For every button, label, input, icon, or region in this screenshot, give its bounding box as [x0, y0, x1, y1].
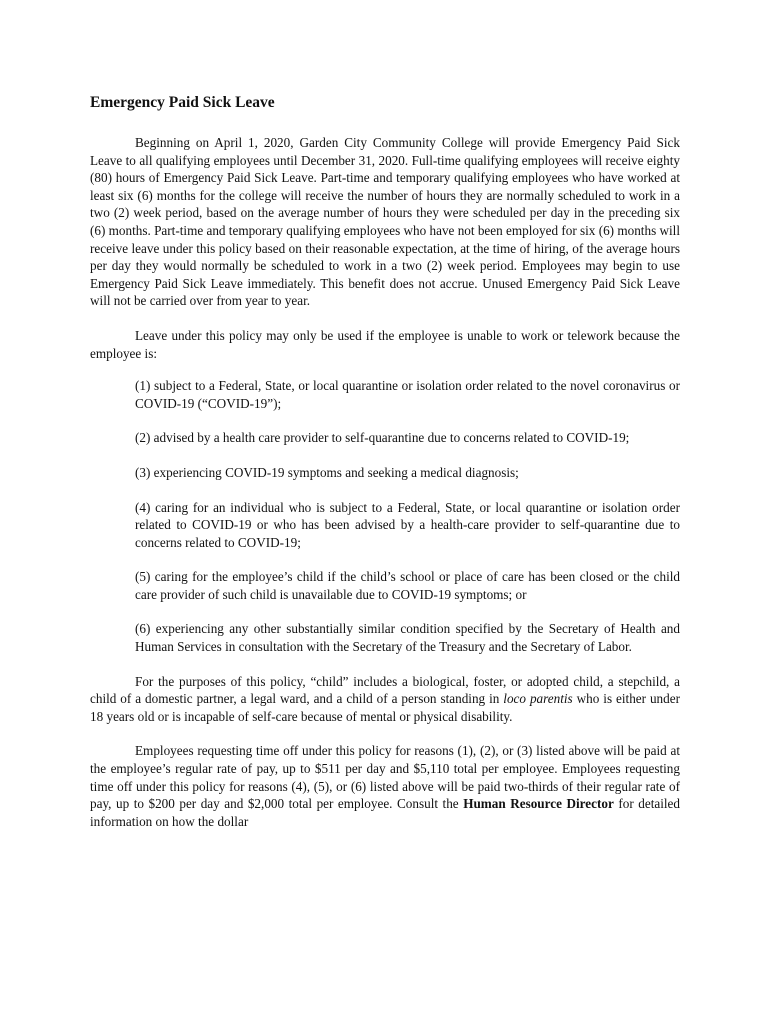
- child-definition-text: For the purposes of this policy, “child” includes a biological, foster, or adopted child, a stepchild, a child of a domestic partner, a legal ward, and a child of a person standing in: [90, 673, 680, 707]
- reason-item-3: (3) experiencing COVID-19 symptoms and seeking a medical diagnosis;: [135, 464, 519, 480]
- pay-rate-paragraph: [90, 742, 680, 830]
- reason-item-1: (1) subject to a Federal, State, or local quarantine or isolation order related to the novel coronavirus or COVID-19 (“COVID-19”);: [135, 378, 680, 411]
- loco-parentis-term: loco parentis: [503, 691, 573, 707]
- reason-item-2: (2) advised by a health care provider to self-quarantine due to concerns related to COVID-19;: [135, 430, 630, 446]
- intro-paragraph: Beginning on April 1, 2020, Garden City Community College will provide Emergency Paid Sick Leave to all qualifying employees until December 31, 2020. Full-time qualifying employees will receive eighty (80) hours of Emergency Paid Sick Leave. Part-time and temporary qualifying employees who have worked at least six (6) months for the college will receive the number of hours they are normally scheduled to work in a two (2) week period, based on the average number of hours they were scheduled per day in the preceding six (6) months. Part-time and temporary qualifying employees who have not been employed for six (6) months will receive leave under this policy based on their reasonable expectation, at the time of hiring, of the average hours per day they would normally be scheduled to work in a two (2) week period. Employees may begin to use Emergency Paid Sick Leave immediately. This benefit does not accrue. Unused Emergency Paid Sick Leave will not be carried over from year to year.: [90, 135, 681, 309]
- child-definition-paragraph: [90, 673, 680, 726]
- eligibility-paragraph: Leave under this policy may only be used if the employee is unable to work or telework because the employee is:: [90, 327, 680, 361]
- pay-rate-text-end: for detailed information on how the dollar: [90, 796, 680, 829]
- reason-item-5: (5) caring for the employee’s child if the child’s school or place of care has been closed or the child care provider of such child is unavailable due to COVID-19 symptoms; or: [135, 569, 680, 602]
- reason-item-6: (6) experiencing any other substantially similar condition specified by the Secretary of Health and Human Services in consultation with the Secretary of the Treasury and the Secretary of Labor.: [135, 621, 680, 655]
- document-title: Emergency Paid Sick Leave: [90, 94, 275, 111]
- pay-rate-text: Employees requesting time off under this policy for reasons (1), (2), or (3) listed above will be paid at the employee’s regular rate of pay, up to $511 per day and $5,110 total per employee. Employees requesting time off under this policy for reasons (4), (5), or (6) listed above will be paid two-thirds of their regular rate of pay, up to $200 per day and $2,000 total per employee. Consult the: [90, 743, 680, 812]
- child-definition-text-end: who is either under 18 years old or is incapable of self-care because of mental or physical disability.: [90, 691, 680, 724]
- hr-director-reference: Human Resource Director: [463, 796, 614, 812]
- document-page: [90, 92, 680, 847]
- reason-item-4: (4) caring for an individual who is subject to a Federal, State, or local quarantine or isolation order related to COVID-19 or who has been advised by a health-care provider to self-quarantine due to concerns related to COVID-19;: [135, 499, 680, 550]
